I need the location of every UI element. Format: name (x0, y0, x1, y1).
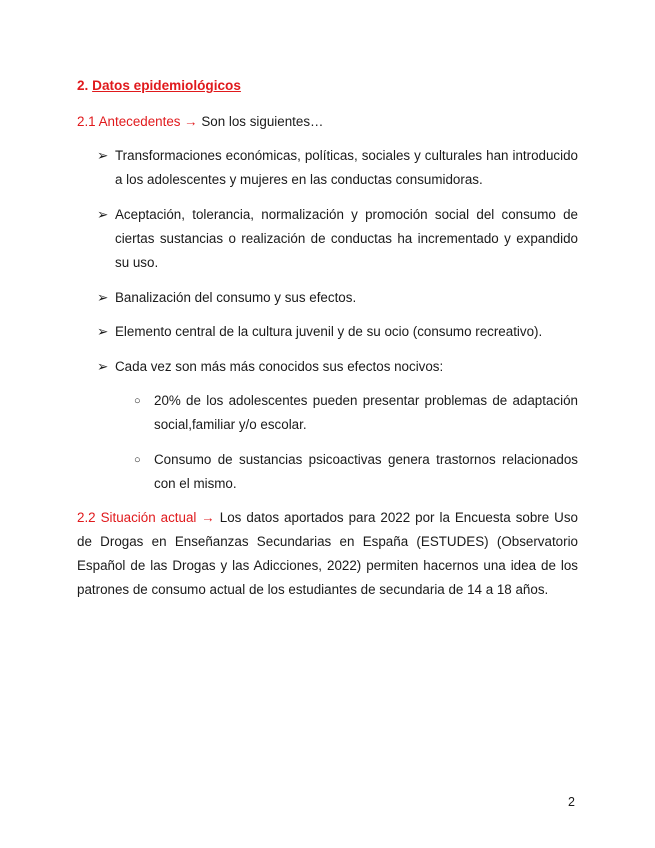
sub-list-item (134, 448, 578, 496)
section-heading (77, 74, 241, 98)
list-item (97, 144, 578, 192)
sub-list-item-text: Consumo de sustancias psicoactivas genera trastornos relacionados con el mismo. (154, 452, 578, 491)
list-item (97, 286, 578, 310)
page-number: 2 (568, 795, 575, 809)
list-item-text: Banalización del consumo y sus efectos. (115, 290, 357, 305)
sub-list-item-text: 20% de los adolescentes pueden presentar problemas de adaptación social,familiar y/o escolar. (154, 393, 578, 432)
list-item-text: Transformaciones económicas, políticas, sociales y culturales han introducido a los adolescentes y mujeres en las conductas consumidoras. (115, 148, 578, 187)
list-item-text: Elemento central de la cultura juvenil y de su ocio (consumo recreativo). (115, 324, 543, 339)
arrow-bullet-icon: ➢ (97, 207, 109, 222)
circle-bullet-icon: ○ (134, 454, 141, 466)
list-item (97, 203, 578, 275)
arrow-bullet-icon: ➢ (97, 359, 109, 374)
list-item-text: Cada vez son más más conocidos sus efectos nocivos: (115, 359, 444, 374)
arrow-bullet-icon: ➢ (97, 148, 109, 163)
subsection-situacion-actual (77, 506, 578, 602)
subsection-intro: Son los siguientes… (197, 114, 324, 129)
list-item (97, 320, 578, 344)
list-item (97, 355, 578, 379)
sub-list-item (134, 389, 578, 437)
circle-bullet-icon: ○ (134, 395, 141, 407)
arrow-bullet-icon: ➢ (97, 324, 109, 339)
heading-title: Datos epidemiológicos (92, 78, 241, 93)
arrow-bullet-icon: ➢ (97, 290, 109, 305)
list-item-text: Aceptación, tolerancia, normalización y promoción social del consumo de ciertas sustancias o realización de conductas ha incrementado y expandido su uso. (115, 207, 578, 270)
subsection-antecedentes (77, 110, 578, 134)
heading-number: 2. (77, 78, 89, 93)
subsection-label: 2.2 Situación actual → (77, 510, 215, 525)
subsection-body: Los datos aportados para 2022 por la Encuesta sobre Uso de Drogas en Enseñanzas Secundarias en España (ESTUDES) (Observatorio Español de las Drogas y las Adicciones, 2022) permiten hacernos una idea de los patrones de consumo actual de los estudiantes de secundaria de 14 a 18 años. (77, 510, 578, 597)
subsection-label: 2.1 Antecedentes → (77, 114, 198, 129)
